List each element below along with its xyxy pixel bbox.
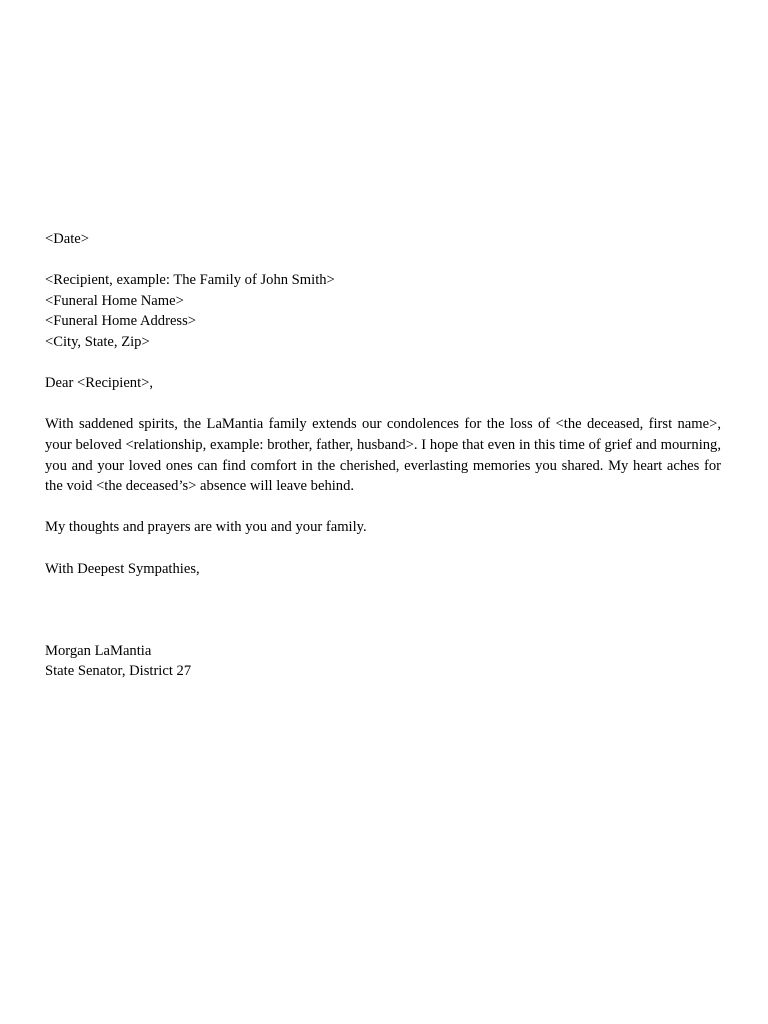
- spacer: [45, 497, 721, 518]
- spacer: [45, 394, 721, 415]
- spacer: [45, 538, 721, 559]
- signer-name: Morgan LaMantia: [45, 642, 152, 659]
- funeral-home-name-line: <Funeral Home Name>: [45, 292, 184, 309]
- salutation: Dear <Recipient>,: [45, 375, 154, 392]
- signer-title: State Senator, District 27: [45, 663, 192, 680]
- signature-space: [45, 579, 721, 641]
- closing: With Deepest Sympathies,: [45, 560, 200, 577]
- date-line: <Date>: [45, 231, 90, 247]
- recipient-line: <Recipient, example: The Family of John Smith>: [45, 272, 335, 289]
- recipient-address-block: [45, 270, 721, 352]
- city-state-zip-line: <City, State, Zip>: [45, 333, 150, 350]
- body-paragraph: With saddened spirits, the LaMantia family extends our condolences for the loss of <the deceased, first name>, your beloved <relationship, example: brother, father, husband>. I hope that even in this time of grief and mourning, you and your loved ones can find comfort in the cherished, everlasting memories you shared. My heart aches for the void <the deceased’s> absence will leave behind.: [45, 416, 721, 495]
- funeral-home-address-line: <Funeral Home Address>: [45, 313, 197, 330]
- spacer: [45, 250, 721, 271]
- letter-page: [45, 229, 721, 682]
- thoughts-paragraph: My thoughts and prayers are with you and your family.: [45, 519, 367, 536]
- spacer: [45, 353, 721, 374]
